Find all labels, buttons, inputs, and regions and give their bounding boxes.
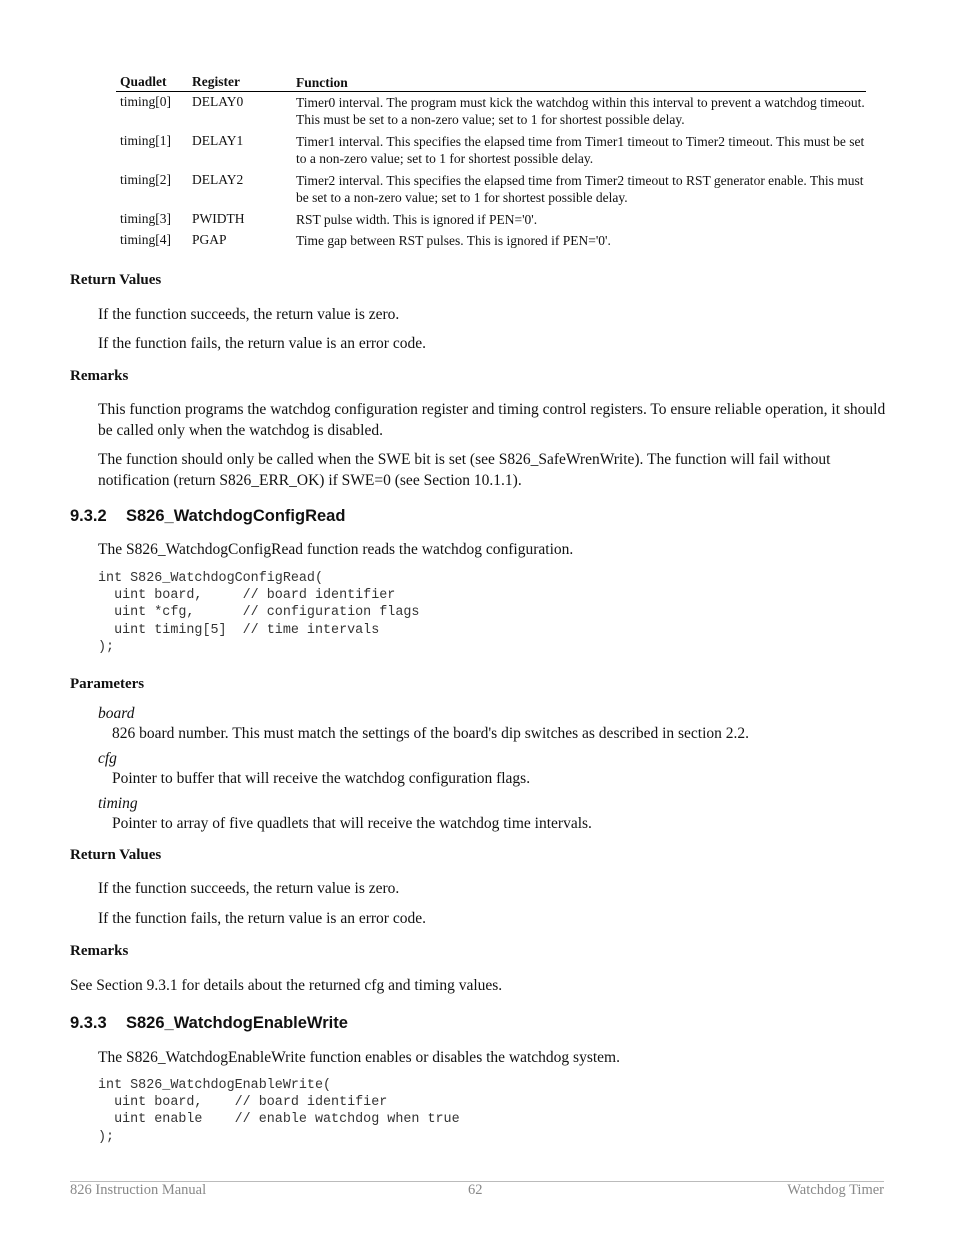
param-description: 826 board number. This must match the settings of the board's dip switches as described in section 2.2. (112, 725, 750, 742)
cell-quadlet: timing[0] (120, 94, 171, 109)
section-number: 9.3.2 (70, 507, 107, 525)
code-block: int S826_WatchdogEnableWrite( uint board, // board identifier uint enable // enable watchdog when true ); (98, 1078, 460, 1145)
table-row (116, 232, 866, 253)
header-quadlet: Quadlet (120, 74, 167, 89)
section-intro: The S826_WatchdogEnableWrite function enables or disables the watchdog system. (98, 1049, 620, 1066)
return-values-heading: Return Values (70, 847, 162, 863)
remarks-paragraph: The function should only be called when the SWE bit is set (see S826_SafeWrenWrite). The function will fail without notification (return S826_ERR_OK) if SWE=0 (see Section 10.1.1). (98, 451, 831, 489)
remarks-paragraph: See Section 9.3.1 for details about the returned cfg and timing values. (70, 977, 503, 994)
param-name: cfg (98, 750, 117, 767)
section-number: 9.3.3 (70, 1014, 107, 1032)
remarks-paragraph: This function programs the watchdog configuration register and timing control registers. To ensure reliable operation, it should be called only when the watchdog is disabled. (98, 401, 886, 439)
return-success-text: If the function succeeds, the return value is zero. (98, 880, 400, 897)
header-function: Function (296, 75, 348, 90)
return-fail-text: If the function fails, the return value is an error code. (98, 335, 426, 352)
remarks-heading: Remarks (70, 368, 129, 384)
param-name: timing (98, 795, 138, 812)
cell-function: Timer0 interval. The program must kick the watchdog within this interval to prevent a watchdog timeout. This must be set to a non-zero value; set to 1 for shortest possible delay. (296, 95, 865, 127)
footer-right: Watchdog Timer (787, 1182, 884, 1198)
remarks-heading: Remarks (70, 943, 129, 959)
param-description: Pointer to array of five quadlets that will receive the watchdog time intervals. (112, 815, 592, 832)
page-number: 62 (468, 1182, 483, 1198)
table-header (116, 74, 866, 92)
cell-register: DELAY2 (192, 172, 244, 187)
return-values-heading: Return Values (70, 272, 162, 288)
param-description: Pointer to buffer that will receive the watchdog configuration flags. (112, 770, 531, 787)
table-row (116, 94, 866, 133)
table-row (116, 133, 866, 172)
register-table (116, 74, 866, 253)
return-success-text: If the function succeeds, the return value is zero. (98, 306, 400, 323)
cell-register: DELAY1 (192, 133, 244, 148)
section-title: S826_WatchdogConfigRead (126, 507, 346, 525)
cell-function: Timer1 interval. This specifies the elapsed time from Timer1 timeout to Timer2 timeout. This must be set to a non-zero value; set to 1 for shortest possible delay. (296, 134, 865, 166)
footer-left: 826 Instruction Manual (70, 1182, 207, 1198)
cell-quadlet: timing[1] (120, 133, 171, 148)
table-row (116, 211, 866, 232)
cell-register: PWIDTH (192, 211, 245, 226)
section-intro: The S826_WatchdogConfigRead function reads the watchdog configuration. (98, 541, 574, 558)
table-row (116, 172, 866, 211)
cell-quadlet: timing[2] (120, 172, 171, 187)
cell-register: PGAP (192, 232, 227, 247)
cell-quadlet: timing[4] (120, 232, 171, 247)
cell-quadlet: timing[3] (120, 211, 171, 226)
cell-function: Time gap between RST pulses. This is ignored if PEN='0'. (296, 233, 611, 248)
param-name: board (98, 705, 135, 722)
return-fail-text: If the function fails, the return value is an error code. (98, 910, 426, 927)
header-register: Register (192, 74, 240, 89)
section-heading (70, 507, 345, 526)
section-title: S826_WatchdogEnableWrite (126, 1014, 348, 1032)
cell-function: RST pulse width. This is ignored if PEN='0'. (296, 212, 538, 227)
code-block: int S826_WatchdogConfigRead( uint board, // board identifier uint *cfg, // configuration flags uint timing[5] // time intervals ); (98, 571, 420, 655)
section-heading (70, 1014, 348, 1033)
cell-function: Timer2 interval. This specifies the elapsed time from Timer2 timeout to RST generator enable. This must be set to a non-zero value; set to 1 for shortest possible delay. (296, 173, 864, 205)
cell-register: DELAY0 (192, 94, 244, 109)
parameters-heading: Parameters (70, 676, 145, 692)
